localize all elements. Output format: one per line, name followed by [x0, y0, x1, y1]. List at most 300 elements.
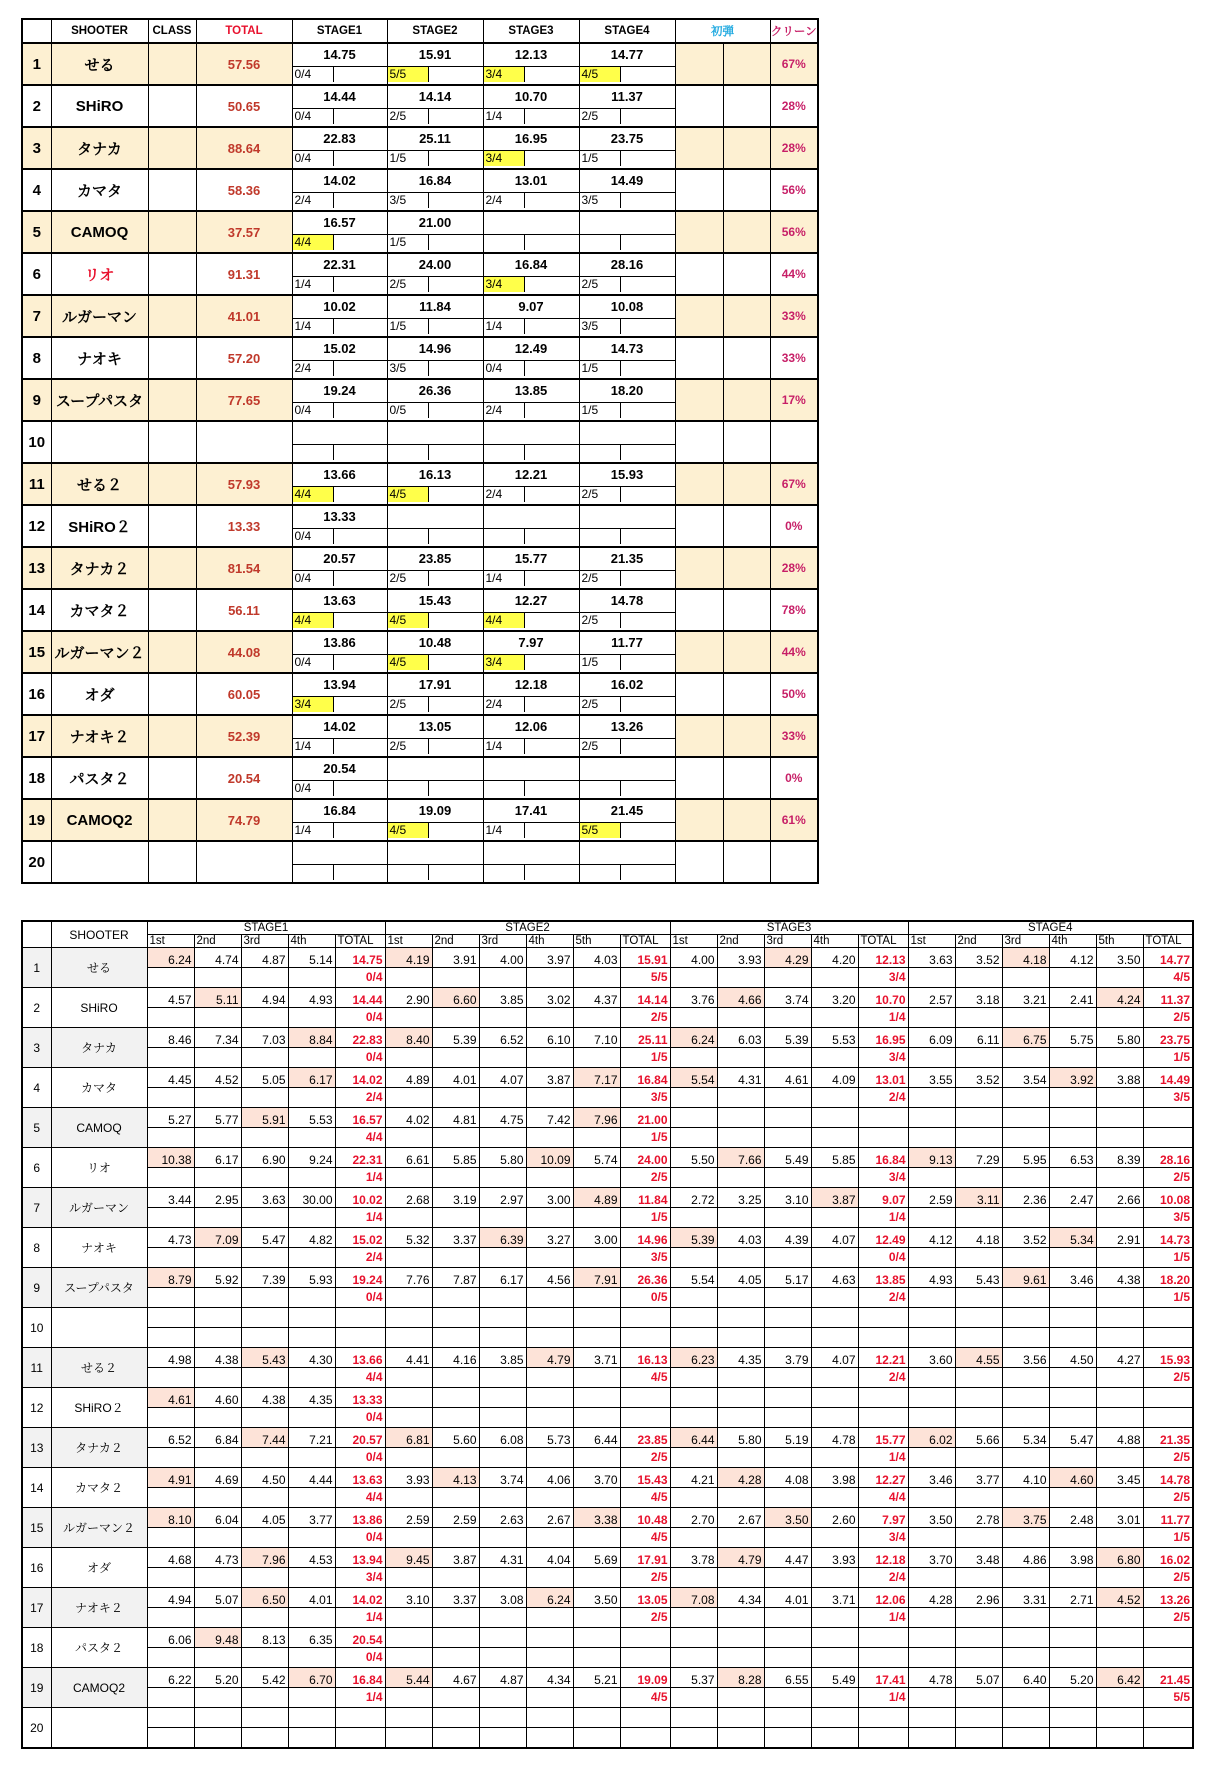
shot-time: 6.70	[288, 1668, 335, 1688]
shot-mark	[573, 1448, 620, 1468]
total-time: 77.65	[196, 379, 292, 421]
shot-mark	[432, 1248, 479, 1268]
shot-time: 9.61	[1002, 1268, 1049, 1288]
shot-mark	[811, 968, 858, 988]
stage-hits	[293, 445, 334, 460]
shot-mark	[670, 1368, 717, 1388]
shot-mark	[717, 1328, 764, 1348]
shooter-class	[148, 505, 196, 547]
summary-row	[22, 799, 818, 841]
shot-time: 4.12	[1049, 948, 1096, 968]
shooter-name: オダ	[51, 1548, 147, 1588]
stage-hits-blank	[621, 109, 674, 124]
stage-time	[388, 758, 483, 780]
header-shot-4th: 4th	[811, 935, 858, 948]
detail-table	[21, 920, 1194, 1749]
stage-hits-blank	[525, 697, 578, 712]
shooter-name: ルガーマン２	[51, 1508, 147, 1548]
stage-hits-bar	[580, 864, 675, 880]
header-stage-total: TOTAL	[620, 935, 670, 948]
stage-cell	[483, 547, 579, 589]
shot-time: 6.04	[194, 1508, 241, 1528]
stage-hits-bar	[293, 66, 387, 82]
summary-row	[22, 547, 818, 589]
shot-mark	[1096, 1208, 1143, 1228]
stage-time	[580, 842, 675, 864]
stage-hits-blank	[334, 781, 387, 796]
shot-time: 4.61	[147, 1388, 194, 1408]
shot-mark	[147, 1688, 194, 1708]
shot-time: 6.52	[479, 1028, 526, 1048]
shot-mark	[573, 1608, 620, 1628]
stage-hits: 0/4	[335, 1288, 385, 1308]
shot-time: 4.93	[908, 1268, 955, 1288]
shot-mark	[288, 1448, 335, 1468]
header-shot-2nd: 2nd	[194, 935, 241, 948]
stage-hits: 2/4	[858, 1368, 908, 1388]
shot-time: 4.16	[432, 1348, 479, 1368]
shot-mark	[811, 1368, 858, 1388]
first-shot-b	[723, 295, 770, 337]
shot-time: 3.87	[526, 1068, 573, 1088]
shooter-name: スープパスタ	[51, 1268, 147, 1308]
stage-cell	[387, 547, 483, 589]
stage-hits: 3/4	[484, 277, 526, 292]
shot-mark	[670, 1208, 717, 1228]
shot-time: 2.48	[1049, 1508, 1096, 1528]
stage-hits	[484, 781, 526, 796]
stage-cell	[292, 505, 387, 547]
stage-hits-bar	[293, 192, 387, 208]
shot-mark	[811, 1328, 858, 1348]
shot-time: 5.47	[241, 1228, 288, 1248]
stage-hits: 2/4	[858, 1288, 908, 1308]
stage-hits-bar	[293, 234, 387, 250]
stage-hits-blank	[429, 361, 482, 376]
stage-hits-blank	[525, 655, 578, 670]
stage-total-time: 19.09	[620, 1668, 670, 1688]
stage-hits-bar	[484, 486, 579, 502]
shot-time: 4.01	[288, 1588, 335, 1608]
stage-hits: 0/4	[335, 968, 385, 988]
shot-time	[908, 1388, 955, 1408]
stage-hits-bar	[580, 108, 675, 124]
shot-time: 4.44	[288, 1468, 335, 1488]
stage-hits-bar	[388, 192, 483, 208]
shot-time: 3.71	[573, 1348, 620, 1368]
shot-time	[717, 1708, 764, 1728]
shot-time: 3.44	[147, 1188, 194, 1208]
detail-row-hits	[22, 1128, 1193, 1148]
row-number: 12	[22, 505, 51, 547]
shot-time: 4.38	[1096, 1268, 1143, 1288]
shot-time: 6.42	[1096, 1668, 1143, 1688]
clean-rate: 28%	[770, 85, 818, 127]
shot-mark	[385, 1728, 432, 1749]
stage-hits-blank	[334, 655, 387, 670]
shot-time	[573, 1388, 620, 1408]
row-number: 2	[22, 988, 51, 1028]
shot-mark	[811, 1688, 858, 1708]
row-number: 13	[22, 547, 51, 589]
shot-mark	[1049, 1048, 1096, 1068]
summary-row	[22, 505, 818, 547]
stage-time: 14.78	[610, 593, 644, 608]
stage-hits: 2/4	[293, 193, 334, 208]
row-number: 5	[22, 1108, 51, 1148]
shot-time	[1049, 1708, 1096, 1728]
shot-mark	[764, 1288, 811, 1308]
shot-time: 3.00	[526, 1188, 573, 1208]
shot-time: 6.84	[194, 1428, 241, 1448]
stage-hits	[388, 445, 430, 460]
stage-time: 21.35	[610, 551, 644, 566]
shot-time: 6.06	[147, 1628, 194, 1648]
detail-row-hits	[22, 1248, 1193, 1268]
stage-hits: 1/4	[858, 1608, 908, 1628]
shot-time: 5.17	[764, 1268, 811, 1288]
shot-mark	[385, 1528, 432, 1548]
shot-time: 4.07	[811, 1348, 858, 1368]
stage-hits-bar	[484, 570, 579, 586]
stage-hits-blank	[429, 277, 482, 292]
shot-mark	[764, 1568, 811, 1588]
detail-row-times	[22, 1588, 1193, 1608]
shot-time: 3.70	[908, 1548, 955, 1568]
shot-mark	[1002, 1368, 1049, 1388]
shot-mark	[385, 1088, 432, 1108]
stage-hits: 2/5	[620, 1448, 670, 1468]
stage-cell	[387, 631, 483, 673]
shot-time: 5.73	[526, 1428, 573, 1448]
detail-row-times	[22, 1428, 1193, 1448]
shot-time: 3.50	[908, 1508, 955, 1528]
shot-time: 6.02	[908, 1428, 955, 1448]
header-stage: STAGE1	[292, 19, 387, 43]
row-number: 4	[22, 1068, 51, 1108]
shot-mark	[1096, 1408, 1143, 1428]
stage-hits	[620, 1648, 670, 1668]
shot-time	[717, 1628, 764, 1648]
shot-mark	[241, 1048, 288, 1068]
shot-mark	[1049, 1288, 1096, 1308]
shooter-name: ナオキ２	[51, 1588, 147, 1628]
summary-row	[22, 715, 818, 757]
shot-mark	[764, 1648, 811, 1668]
detail-row-times	[22, 988, 1193, 1008]
shot-mark	[908, 968, 955, 988]
stage-time: 11.84	[419, 299, 451, 314]
shot-mark	[717, 1088, 764, 1108]
shot-mark	[432, 1088, 479, 1108]
stage-cell	[292, 589, 387, 631]
detail-row-hits	[22, 1688, 1193, 1708]
stage-hits-bar	[580, 192, 675, 208]
shot-time: 5.53	[811, 1028, 858, 1048]
shot-time: 3.50	[1096, 948, 1143, 968]
shot-time: 3.63	[241, 1188, 288, 1208]
shot-time: 6.08	[479, 1428, 526, 1448]
stage-hits-blank	[429, 571, 482, 586]
shot-time	[288, 1308, 335, 1328]
shot-mark	[194, 1368, 241, 1388]
stage-hits-blank	[525, 193, 578, 208]
stage-total-time: 23.75	[1143, 1028, 1193, 1048]
shot-mark	[955, 1248, 1002, 1268]
first-shot-b	[723, 43, 770, 85]
first-shot-b	[723, 757, 770, 799]
stage-hits: 1/5	[580, 403, 622, 418]
shot-time: 6.10	[526, 1028, 573, 1048]
stage-time: 14.73	[610, 341, 644, 356]
shot-mark	[288, 1408, 335, 1428]
stage-hits-blank	[621, 403, 674, 418]
shot-time	[717, 1388, 764, 1408]
shot-mark	[526, 1608, 573, 1628]
shot-mark	[288, 1528, 335, 1548]
shot-time	[764, 1628, 811, 1648]
stage-hits: 1/5	[388, 151, 430, 166]
first-shot-b	[723, 631, 770, 673]
total-time: 13.33	[196, 505, 292, 547]
stage-cell	[292, 757, 387, 799]
shot-time: 5.07	[194, 1588, 241, 1608]
stage-time: 23.75	[610, 131, 644, 146]
shot-mark	[573, 1728, 620, 1749]
shot-mark	[955, 1368, 1002, 1388]
stage-cell	[387, 463, 483, 505]
stage-hits: 3/5	[388, 361, 430, 376]
shot-time: 5.80	[1096, 1028, 1143, 1048]
shot-mark	[385, 1368, 432, 1388]
shot-mark	[385, 1488, 432, 1508]
shot-mark	[955, 1328, 1002, 1348]
shot-time	[194, 1308, 241, 1328]
shot-mark	[1002, 1728, 1049, 1749]
shot-mark	[526, 1688, 573, 1708]
stage-total-time	[620, 1708, 670, 1728]
shot-time: 4.01	[432, 1068, 479, 1088]
stage-hits-bar	[484, 360, 579, 376]
stage-hits-blank	[621, 193, 674, 208]
stage-total-time: 15.43	[620, 1468, 670, 1488]
shot-mark	[1002, 1688, 1049, 1708]
stage-total-time: 13.05	[620, 1588, 670, 1608]
stage-cell	[579, 463, 675, 505]
detail-row-times	[22, 1628, 1193, 1648]
stage-time: 10.02	[323, 299, 356, 314]
shot-mark	[670, 1008, 717, 1028]
shot-time: 2.91	[1096, 1228, 1143, 1248]
shooter-name: ナオキ２	[51, 715, 148, 757]
detail-row-times	[22, 1388, 1193, 1408]
stage-total-time: 22.31	[335, 1148, 385, 1168]
first-shot-a	[675, 673, 723, 715]
shot-mark	[479, 1088, 526, 1108]
row-number: 15	[22, 631, 51, 673]
stage-hits: 2/5	[580, 277, 622, 292]
shot-time: 2.66	[1096, 1188, 1143, 1208]
stage-time	[580, 758, 675, 780]
stage-hits: 4/5	[388, 487, 430, 502]
shot-mark	[717, 1168, 764, 1188]
stage-hits-bar	[388, 696, 483, 712]
clean-rate: 0%	[770, 757, 818, 799]
shot-time: 3.63	[908, 948, 955, 968]
row-number: 16	[22, 1548, 51, 1588]
first-shot-a	[675, 85, 723, 127]
shot-mark	[526, 1408, 573, 1428]
first-shot-a	[675, 43, 723, 85]
shot-mark	[432, 1608, 479, 1628]
stage-hits-blank	[525, 781, 578, 796]
stage-hits: 3/4	[858, 968, 908, 988]
stage-hits-blank	[525, 613, 578, 628]
stage-total-time	[620, 1628, 670, 1648]
shot-time: 8.46	[147, 1028, 194, 1048]
stage-hits-blank	[525, 319, 578, 334]
shot-time: 3.55	[908, 1068, 955, 1088]
shot-mark	[385, 1328, 432, 1348]
stage-hits: 3/4	[484, 151, 526, 166]
shot-time: 4.69	[194, 1468, 241, 1488]
stage-hits-bar	[484, 528, 579, 544]
shot-time	[194, 1708, 241, 1728]
stage-hits: 4/5	[388, 613, 430, 628]
shot-mark	[241, 1448, 288, 1468]
stage-hits: 4/4	[293, 235, 334, 250]
shot-time: 2.78	[955, 1508, 1002, 1528]
stage-hits: 4/4	[293, 487, 334, 502]
stage-time: 28.16	[610, 257, 644, 272]
shot-mark	[955, 1128, 1002, 1148]
shot-mark	[147, 1128, 194, 1148]
header-stage: STAGE3	[670, 921, 908, 935]
shot-time: 4.10	[1002, 1468, 1049, 1488]
shot-time: 2.41	[1049, 988, 1096, 1008]
shot-time: 3.52	[955, 948, 1002, 968]
stage-cell	[483, 715, 579, 757]
stage-cell	[292, 673, 387, 715]
shot-mark	[479, 1608, 526, 1628]
stage-hits-bar	[293, 696, 387, 712]
shot-time: 5.21	[573, 1668, 620, 1688]
stage-cell	[387, 673, 483, 715]
shot-mark	[147, 1288, 194, 1308]
summary-row	[22, 379, 818, 421]
stage-total-time: 16.84	[335, 1668, 385, 1688]
detail-row-times	[22, 1708, 1193, 1728]
stage-total-time: 10.48	[620, 1508, 670, 1528]
shot-mark	[241, 1248, 288, 1268]
stage-hits-blank	[429, 151, 482, 166]
detail-row-hits	[22, 1088, 1193, 1108]
first-shot-a	[675, 253, 723, 295]
shot-mark	[1096, 1448, 1143, 1468]
stage-total-time: 16.84	[858, 1148, 908, 1168]
shot-time: 9.13	[908, 1148, 955, 1168]
stage-total-time: 13.85	[858, 1268, 908, 1288]
shot-mark	[573, 1208, 620, 1228]
shot-mark	[1049, 968, 1096, 988]
stage-total-time: 16.57	[335, 1108, 385, 1128]
stage-hits: 4/4	[335, 1368, 385, 1388]
shot-time: 3.87	[811, 1188, 858, 1208]
stage-hits: 3/4	[484, 67, 526, 82]
stage-hits-bar	[293, 528, 387, 544]
stage-hits: 4/5	[580, 67, 622, 82]
shooter-name	[51, 1308, 147, 1348]
stage-hits: 4/5	[388, 655, 430, 670]
stage-hits-blank	[525, 67, 578, 82]
shot-mark	[432, 1528, 479, 1548]
shot-mark	[241, 1648, 288, 1668]
shot-time: 5.74	[573, 1148, 620, 1168]
shot-mark	[147, 1408, 194, 1428]
shot-mark	[908, 1488, 955, 1508]
shot-time: 4.28	[717, 1468, 764, 1488]
stage-hits-blank	[525, 445, 578, 460]
shot-mark	[1049, 1128, 1096, 1148]
stage-total-time: 15.77	[858, 1428, 908, 1448]
shot-mark	[1002, 1528, 1049, 1548]
stage-hits-bar	[484, 66, 579, 82]
shot-time: 4.81	[432, 1108, 479, 1128]
stage-hits: 1/4	[335, 1208, 385, 1228]
shot-mark	[955, 1408, 1002, 1428]
shot-mark	[573, 1408, 620, 1428]
stage-hits-bar	[388, 150, 483, 166]
shot-time: 3.50	[573, 1588, 620, 1608]
shot-time: 5.39	[764, 1028, 811, 1048]
shot-time: 3.48	[955, 1548, 1002, 1568]
shot-time: 8.28	[717, 1668, 764, 1688]
stage-hits-blank	[334, 193, 387, 208]
stage-total-time: 9.07	[858, 1188, 908, 1208]
stage-hits: 3/5	[388, 193, 430, 208]
detail-row-hits	[22, 1568, 1193, 1588]
shot-time: 9.24	[288, 1148, 335, 1168]
shot-time: 5.49	[764, 1148, 811, 1168]
stage-total-time	[1143, 1388, 1193, 1408]
stage-hits-blank	[621, 571, 674, 586]
shot-mark	[479, 1048, 526, 1068]
row-number: 10	[22, 1308, 51, 1348]
shot-mark	[908, 1008, 955, 1028]
stage-hits: 2/5	[1143, 1008, 1193, 1028]
shot-mark	[526, 1008, 573, 1028]
shot-time: 7.39	[241, 1268, 288, 1288]
row-number: 3	[22, 1028, 51, 1068]
stage-hits: 1/4	[484, 739, 526, 754]
stage-hits: 2/4	[335, 1088, 385, 1108]
shot-mark	[432, 1328, 479, 1348]
shot-time: 2.47	[1049, 1188, 1096, 1208]
row-number: 9	[22, 379, 51, 421]
shot-mark	[670, 968, 717, 988]
stage-hits: 0/4	[858, 1248, 908, 1268]
shot-mark	[432, 1488, 479, 1508]
header-shot-4th: 4th	[288, 935, 335, 948]
stage-hits-bar	[293, 654, 387, 670]
shooter-name	[51, 421, 148, 463]
stage-cell	[292, 169, 387, 211]
shot-time: 6.17	[288, 1068, 335, 1088]
shot-mark	[1049, 1648, 1096, 1668]
shot-time: 2.36	[1002, 1188, 1049, 1208]
shooter-class	[148, 211, 196, 253]
shot-mark	[526, 968, 573, 988]
